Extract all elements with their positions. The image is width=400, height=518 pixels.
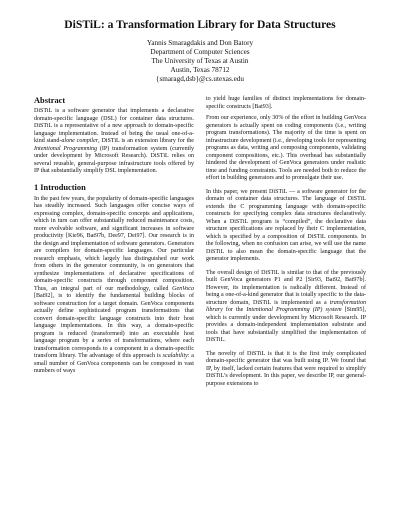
left-column (34, 96, 194, 394)
paper-title: DiSTiL: a Transformation Library for Data Structures (64, 18, 336, 31)
paragraph-design: The overall design of DiSTiL is similar to that of the previously built GenVoca generators P1 and P2 [Sir93, Bat92, Bat97b]. However, its implementation is radically different. Instead of being a one-of-a-kind generator that is totally specific to the data-structure domain, DiSTiL is implemented as a transformation library for the Intentional Programming (IP) system [Sim95], which is currently under development by Microsoft Research. IP provides a domain-independent implementation substrate and tools that have substantially simplified the implementation of DiSTiL. (206, 269, 366, 343)
introduction-heading: 1 Introduction (34, 182, 86, 192)
paper-authors: Yannis Smaragdakis and Don Batory (146, 39, 254, 47)
paragraph-effort: From our experience, only 30% of the effort in building GenVoca generators is actually spent on coding components (i.e., writing program transformations). The majority of the time is spent on infrastructure development (i.e., developing tools for representing programs as data, writing and composing components, validating component compositions, etc.). This overhead has substantially hindered the development of GenVoca generators under realistic time and funding constraints. Tools are needed both to reduce the effort in building generators and to promulgate their use. (206, 115, 366, 181)
paragraph-continuation: to yield huge families of distinct implementations for domain-specific constructs [Bat93]. (206, 96, 366, 110)
author-department: Department of Computer Sciences (150, 48, 250, 56)
author-university: The University of Texas at Austin (151, 57, 249, 65)
introduction-paragraph: In the past few years, the popularity of domain-specific languages has steadily increased. Such languages offer concise ways of expressing complex, domain-specific concepts and applications, which in turn can offer substantially reduced maintenance costs, more evolvable software, and significant increases in software productivity [Kie96, Bat97b, Dee97, Dei97]. Our research is in the design and implementation of software generators. Generators are compilers for domain-specific languages. Our particular research emphasis, which largely has distinguished our work from others in the generator community, is on generators that synthesize implementations of declarative specifications of domain-specific constructs through component composition. Thus, an integral part of our methodology, called GenVoca [Bat92], is to identify the fundamental building blocks of software construction for a target domain. GenVoca components actually define sophisticated program transformations that convert domain-specific language constructs into their host language implementations. In this way, a domain-specific program is reduced (transformed) into an executable host language program by a series of transformations, where each transformation corresponds to a component in a domain-specific transform library. The advantage of this approach is scalability: a small number of GenVoca components can be composed in vast numbers of ways (34, 195, 194, 374)
paragraph-present-distil: In this paper, we present DiSTiL — a software generator for the domain of container data structures. The language of DiSTiL extends the C programming language with domain-specific constructs for specifying complex data structures declaratively. When a DiSTiL program is “compiled”, the declarative data structure specifications are replaced by their C implementation, which is specified by a composition of DiSTiL components. In the following, when no confusion can arise, we will use the name DiSTiL to also mean the domain-specific language that the generator implements. (206, 188, 366, 262)
paragraph-novelty: The novelty of DiSTiL is that it is the first truly complicated domain-specific generator that was built using IP. We found that IP, by itself, lacked certain features that were required to simplify DiSTiL’s development. In this paper, we describe IP, our general-purpose extensions to (206, 350, 366, 387)
abstract-heading: Abstract (34, 96, 66, 105)
author-email: {smaragd,dsb}@cs.utexas.edu (156, 75, 244, 83)
right-column (206, 96, 366, 394)
author-city: Austin, Texas 78712 (170, 66, 230, 74)
abstract-paragraph: DiSTiL is a software generator that implements a declarative domain-specific language (DSL) for container data structures. DiSTiL is a representative of a new approach to domain-specific language implementation. Instead of being the usual one-of-a-kind stand-alone compiler, DiSTiL is an extension library for the Intentional Programming (IP) transformation system (currently under development by Microsoft Research). DiSTiL relies on several reusable, general-purpose infrastructure tools offered by IP that substantially simplify DSL implementation. (34, 108, 194, 174)
two-column-body (34, 96, 366, 394)
